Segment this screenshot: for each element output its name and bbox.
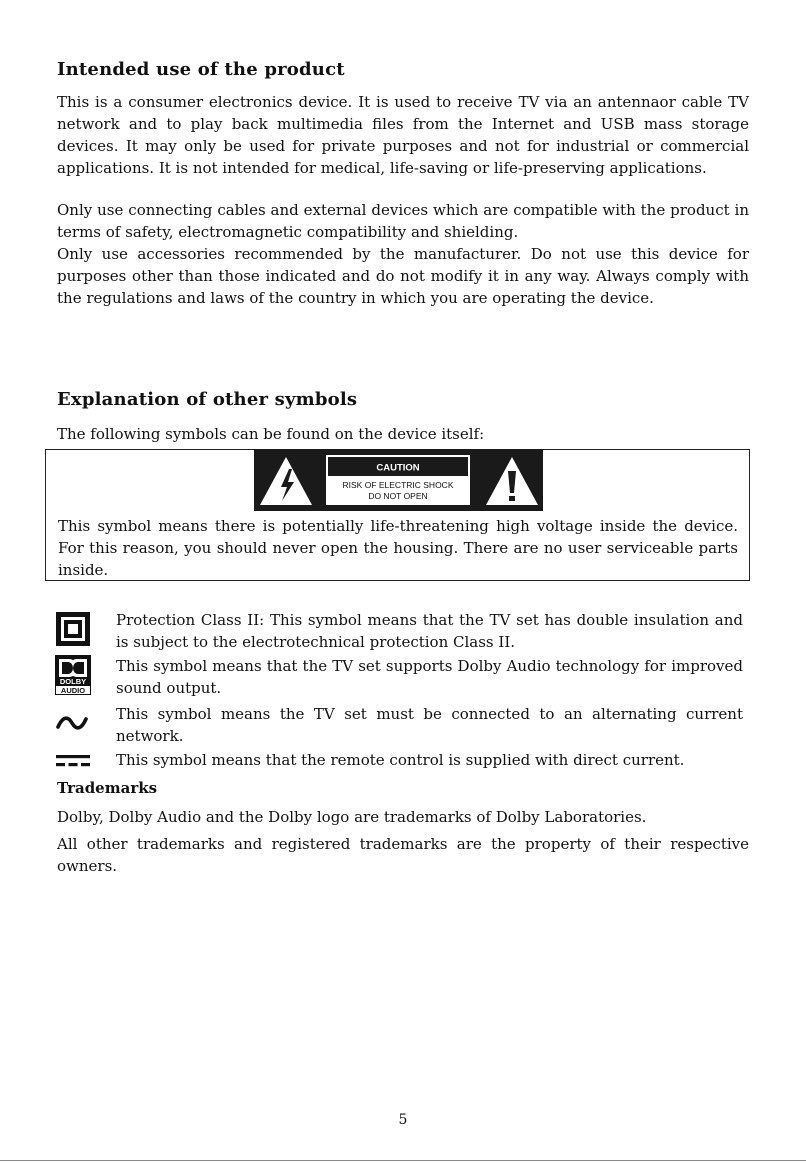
dolby-audio-icon	[55, 655, 91, 699]
caution-line-1: RISK OF ELECTRIC SHOCK	[342, 480, 454, 490]
symbols-intro: The following symbols can be found on the device itself:	[57, 425, 485, 443]
double-square-icon	[55, 611, 91, 651]
intended-use-heading: Intended use of the product	[57, 59, 345, 80]
intended-use-paragraph-3: Only use accessories recommended by the manufacturer. Do not use this device for purposes other than those indicated and do not modify it in any way. Always comply with the regulations and laws of the country in which you are operating the device.	[57, 245, 749, 307]
dolby-label-top: DOLBY	[59, 677, 87, 686]
alternating-current-icon	[55, 713, 89, 737]
dolby-label-bottom: AUDIO	[60, 686, 86, 695]
symbol-text-ac: This symbol means the TV set must be connected to an alternating current network.	[116, 705, 743, 745]
intended-use-paragraph-2: Only use connecting cables and external devices which are compatible with the product in terms of safety, electromagnetic compatibility and shielding.	[57, 201, 749, 241]
trademarks-paragraph-2: All other trademarks and registered trademarks are the property of their respective owners.	[57, 835, 749, 875]
caution-description: This symbol means there is potentially life-threatening high voltage inside the device. For this reason, you should never open the housing. There are no user serviceable parts inside.	[58, 517, 738, 579]
symbol-text-dolby: This symbol means that the TV set supports Dolby Audio technology for improved sound output.	[116, 657, 743, 697]
bottom-rule	[0, 1160, 806, 1161]
direct-current-icon	[55, 753, 91, 773]
symbol-text-protection-class: Protection Class II: This symbol means that the TV set has double insulation and is subject to the electrotechnical protection Class II.	[116, 611, 743, 651]
symbol-text-dc: This symbol means that the remote control is supplied with direct current.	[116, 751, 685, 769]
trademarks-paragraph-1: Dolby, Dolby Audio and the Dolby logo are trademarks of Dolby Laboratories.	[57, 808, 647, 826]
caution-label-graphic	[254, 449, 543, 511]
caution-label	[254, 449, 543, 511]
trademarks-heading: Trademarks	[57, 779, 158, 797]
caution-line-2: DO NOT OPEN	[368, 491, 428, 501]
intended-use-paragraph-1: This is a consumer electronics device. It is used to receive TV via an antennaor cable TV network and to play back multimedia files from the Internet and USB mass storage devices. It may only be used for private purposes and not for industrial or commercial applications. It is not intended for medical, life-saving or life-preserving applications.	[57, 93, 749, 177]
caution-title: CAUTION	[376, 462, 420, 474]
page-number: 5	[398, 1112, 408, 1128]
symbols-heading: Explanation of other symbols	[57, 389, 358, 410]
